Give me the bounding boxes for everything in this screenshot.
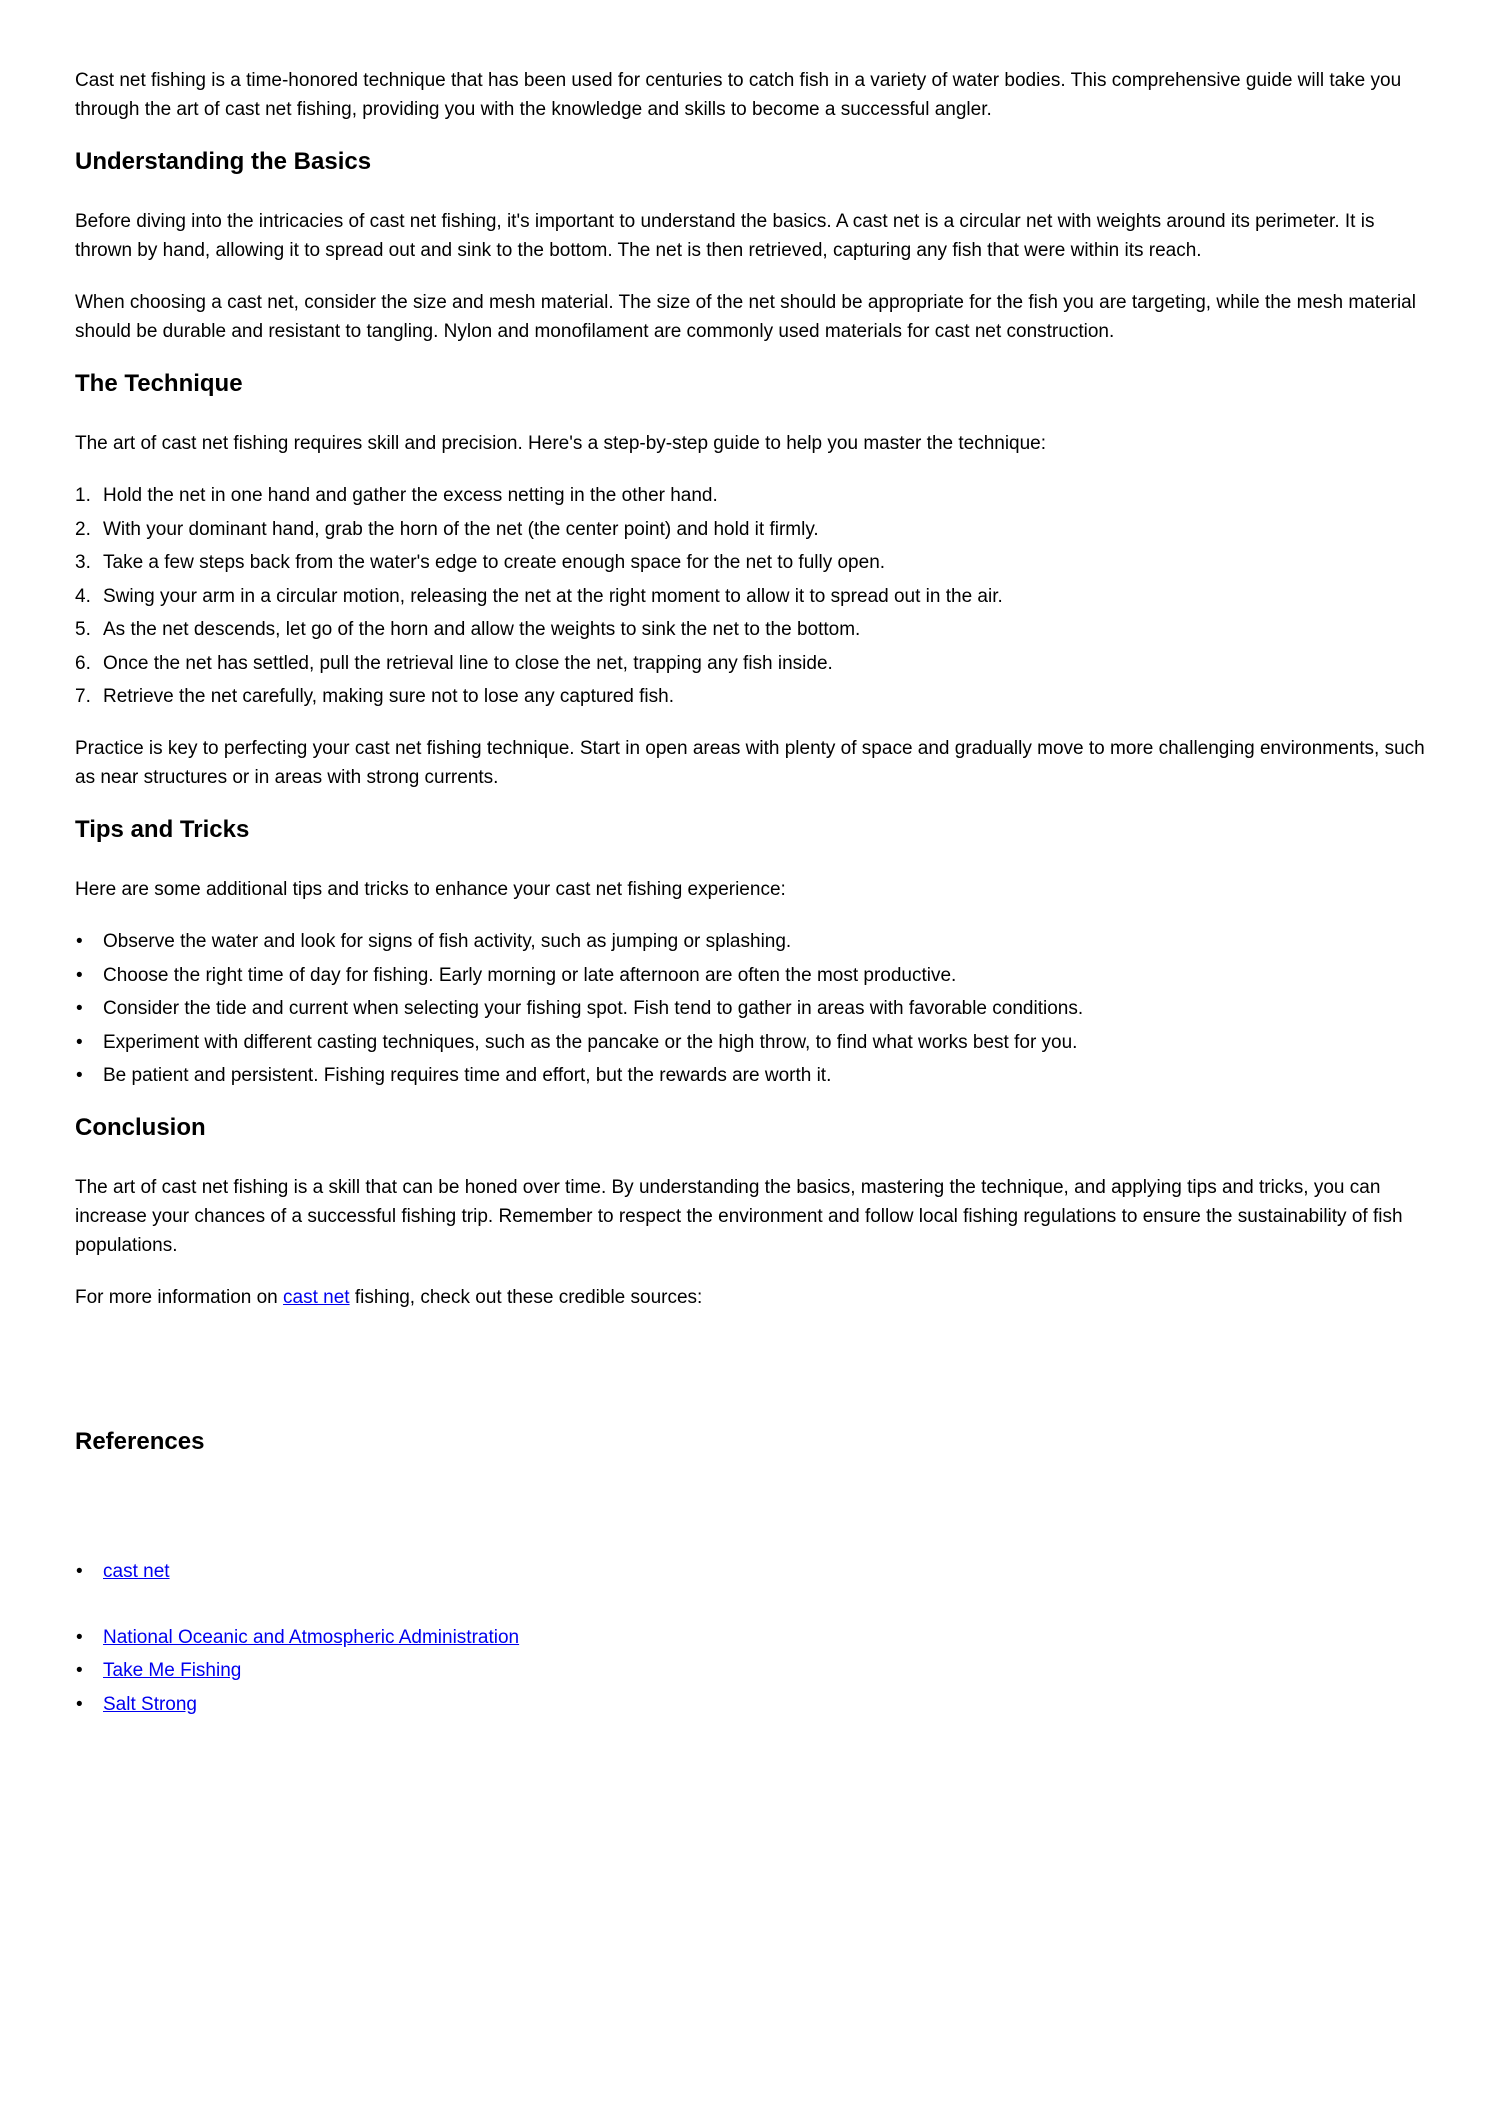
tip-text: Observe the water and look for signs of fish activity, such as jumping or splashing. <box>103 931 792 952</box>
technique-outro: Practice is key to perfecting your cast net fishing technique. Start in open areas with plenty of space and gradually move to more challenging environments, such as near structures or in areas with strong currents. <box>75 738 1425 788</box>
technique-heading: The Technique <box>75 370 243 397</box>
basics-heading: Understanding the Basics <box>75 148 372 175</box>
basics-paragraph-2: When choosing a cast net, consider the size and mesh material. The size of the net should be appropriate for the fish you are targeting, while the mesh material should be durable and resistant to tangling. Nylon and monofilament are commonly used materials for cast net construction. <box>75 292 1416 342</box>
list-item <box>75 481 1435 510</box>
step-text: Take a few steps back from the water's edge to create enough space for the net to fully open. <box>103 552 886 573</box>
references-heading: References <box>75 1428 205 1455</box>
reference-link-cast-net[interactable]: cast net <box>103 1561 170 1582</box>
step-number: 4. <box>75 585 91 607</box>
list-item <box>75 1557 1435 1586</box>
bullet-icon: • <box>76 1660 83 1681</box>
intro-paragraph: Cast net fishing is a time-honored technique that has been used for centuries to catch fish in a variety of water bodies. This comprehensive guide will take you through the art of cast net fishing, providing you with the knowledge and skills to become a successful angler. <box>75 70 1402 120</box>
bullet-icon: • <box>76 1626 83 1648</box>
references-sources-list <box>75 1623 1435 1719</box>
tip-text: Choose the right time of day for fishing. Early morning or late afternoon are often the most productive. <box>103 964 957 986</box>
tip-text: Experiment with different casting techniques, such as the pancake or the high throw, to find what works best for you. <box>103 1031 1078 1053</box>
spacer <box>75 1487 1435 1557</box>
step-text: With your dominant hand, grab the horn of the net (the center point) and hold it firmly. <box>103 518 819 540</box>
bullet-icon: • <box>76 964 83 986</box>
more-info-prefix: For more information on <box>75 1287 284 1308</box>
tips-intro: Here are some additional tips and tricks to enhance your cast net fishing experience: <box>75 879 786 900</box>
list-item <box>75 1061 1435 1090</box>
reference-link-take-me-fishing[interactable]: Take Me Fishing <box>103 1660 242 1681</box>
step-text: Retrieve the net carefully, making sure not to lose any captured fish. <box>103 686 675 707</box>
tips-heading: Tips and Tricks <box>75 816 250 843</box>
step-number: 6. <box>75 652 91 674</box>
list-item <box>75 1690 1435 1719</box>
step-text: As the net descends, let go of the horn and allow the weights to sink the net to the bottom. <box>103 619 861 640</box>
conclusion-paragraph: The art of cast net fishing is a skill that can be honed over time. By understanding the basics, mastering the technique, and applying tips and tricks, you can increase your chances of a successful fishing trip. Remember to respect the environment and follow local fishing regulations to ensure the sustainability of fish populations. <box>75 1177 1403 1256</box>
list-item <box>75 961 1435 990</box>
technique-steps <box>75 481 1435 711</box>
basics-paragraph-1: Before diving into the intricacies of cast net fishing, it's important to understand the basics. A cast net is a circular net with weights around its perimeter. It is thrown by hand, allowing it to spread out and sink to the bottom. The net is then retrieved, capturing any fish that were within its reach. <box>75 211 1375 261</box>
step-number: 1. <box>75 485 91 506</box>
list-item <box>75 1623 1435 1652</box>
list-item <box>75 1028 1435 1057</box>
list-item <box>75 582 1435 611</box>
list-item <box>75 649 1435 678</box>
references-primary-list <box>75 1557 1435 1586</box>
list-item <box>75 994 1435 1023</box>
bullet-icon: • <box>76 1065 83 1086</box>
step-text: Swing your arm in a circular motion, releasing the net at the right moment to allow it to spread out in the air. <box>103 585 1003 607</box>
tip-text: Consider the tide and current when selecting your fishing spot. Fish tend to gather in areas with favorable conditions. <box>103 998 1084 1019</box>
bullet-icon: • <box>76 1561 83 1582</box>
list-item <box>75 682 1435 711</box>
bullet-icon: • <box>76 931 83 952</box>
tips-list <box>75 927 1435 1090</box>
step-number: 3. <box>75 552 91 573</box>
bullet-icon: • <box>76 1031 83 1053</box>
conclusion-heading: Conclusion <box>75 1114 206 1141</box>
bullet-icon: • <box>76 1693 83 1715</box>
step-number: 2. <box>75 518 91 540</box>
list-item <box>75 1656 1435 1685</box>
spacer <box>75 1335 1435 1427</box>
list-item <box>75 548 1435 577</box>
step-text: Hold the net in one hand and gather the excess netting in the other hand. <box>103 485 718 506</box>
list-item <box>75 615 1435 644</box>
cast-net-link[interactable]: cast net <box>283 1287 350 1308</box>
step-text: Once the net has settled, pull the retrieval line to close the net, trapping any fish inside. <box>103 652 833 674</box>
reference-link-salt-strong[interactable]: Salt Strong <box>103 1693 197 1715</box>
list-item <box>75 515 1435 544</box>
more-info-suffix: fishing, check out these credible sources: <box>349 1287 703 1308</box>
article <box>75 66 1435 1723</box>
spacer <box>75 1591 1435 1623</box>
reference-link-noaa[interactable]: National Oceanic and Atmospheric Administration <box>103 1626 520 1648</box>
tip-text: Be patient and persistent. Fishing requires time and effort, but the rewards are worth it. <box>103 1065 832 1086</box>
technique-intro: The art of cast net fishing requires skill and precision. Here's a step-by-step guide to help you master the technique: <box>75 433 1047 454</box>
more-info-paragraph <box>75 1283 1435 1312</box>
step-number: 7. <box>75 686 91 707</box>
list-item <box>75 927 1435 956</box>
step-number: 5. <box>75 619 91 640</box>
bullet-icon: • <box>76 998 83 1019</box>
